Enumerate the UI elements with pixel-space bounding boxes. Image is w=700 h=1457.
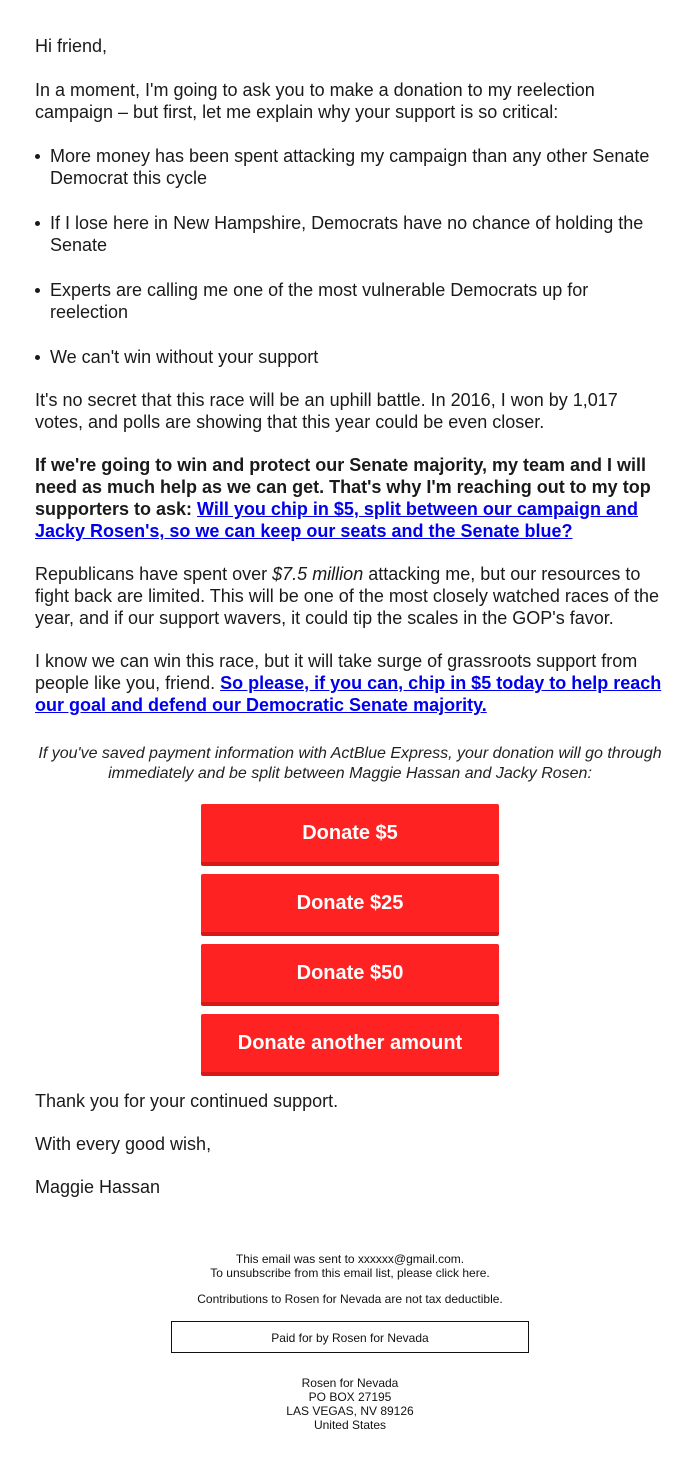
list-item: Experts are calling me one of the most vulnerable Democrats up for reelection <box>50 279 665 323</box>
recipient-email: xxxxxx@gmail.com <box>357 1252 461 1266</box>
donate-50-button[interactable]: Donate $50 <box>201 944 499 1006</box>
tax-note: Contributions to Rosen for Nevada are not tax deductible. <box>197 1292 503 1306</box>
ask-paragraph <box>35 454 665 542</box>
donate-other-amount-button[interactable]: Donate another amount <box>201 1014 499 1076</box>
republicans-text-before: Republicans have spent over <box>35 564 273 584</box>
win-paragraph <box>35 650 665 716</box>
chip-in-today-link[interactable]: So please, if you can, chip in $5 today to help reach our goal and defend our Democratic Senate majority. <box>35 673 662 715</box>
race-paragraph: It's no secret that this race will be an uphill battle. In 2016, I won by 1,017 votes, and polls are showing that this year could be even closer. <box>35 390 618 432</box>
ask-bold-text: If we're going to win and protect our Senate majority, my team and I will need as much help as we can get. That's why I'm reaching out to my top supporters to ask: <box>35 455 651 519</box>
greeting: Hi friend, <box>35 36 108 56</box>
chip-in-link[interactable]: Will you chip in $5, split between our campaign and Jacky Rosen's, so we can keep our seats and the Senate blue? <box>35 499 638 541</box>
sent-to-label: This email was sent to <box>235 1252 358 1266</box>
list-item: More money has been spent attacking my campaign than any other Senate Democrat this cycle <box>50 145 665 189</box>
email-body <box>35 0 665 716</box>
intro-paragraph: In a moment, I'm going to ask you to make a donation to my reelection campaign – but first, let me explain why your support is so critical: <box>35 80 595 122</box>
footer <box>0 1252 700 1432</box>
address-line: United States <box>313 1418 387 1432</box>
list-item: If I lose here in New Hampshire, Democrats have no chance of holding the Senate <box>50 212 665 256</box>
unsubscribe-link[interactable]: To unsubscribe from this email list, please click here. <box>210 1266 490 1280</box>
address-line: Rosen for Nevada <box>301 1376 399 1390</box>
donate-buttons <box>0 804 700 1076</box>
address-line: LAS VEGAS, NV 89126 <box>286 1404 414 1418</box>
wish-line: With every good wish, <box>35 1134 212 1154</box>
win-text: I know we can win this race, but it will take surge of grassroots support from people like you, friend. <box>35 651 638 693</box>
actblue-express-note: If you've saved payment information with ActBlue Express, your donation will go through immediately and be split between Maggie Hassan and Jacky Rosen: <box>38 745 662 782</box>
closing <box>35 1090 665 1198</box>
sent-to-line <box>0 1252 700 1266</box>
reasons-list <box>35 145 665 368</box>
mailing-address <box>0 1376 700 1432</box>
republicans-text-after: attacking me, but our resources to fight back are limited. This will be one of the most closely watched races of the year, and if our support wavers, it could tip the scales in the GOP's favor. <box>35 564 659 628</box>
donate-5-button[interactable]: Donate $5 <box>201 804 499 866</box>
spending-amount: $7.5 million <box>272 564 364 584</box>
list-item: We can't win without your support <box>50 346 665 368</box>
paid-for-box: Paid for by Rosen for Nevada <box>171 1321 529 1353</box>
donate-25-button[interactable]: Donate $25 <box>201 874 499 936</box>
thanks-line: Thank you for your continued support. <box>35 1091 339 1111</box>
sent-to-end: . <box>460 1252 465 1266</box>
republicans-paragraph <box>35 563 665 629</box>
signature: Maggie Hassan <box>35 1177 161 1197</box>
address-line: PO BOX 27195 <box>308 1390 392 1404</box>
